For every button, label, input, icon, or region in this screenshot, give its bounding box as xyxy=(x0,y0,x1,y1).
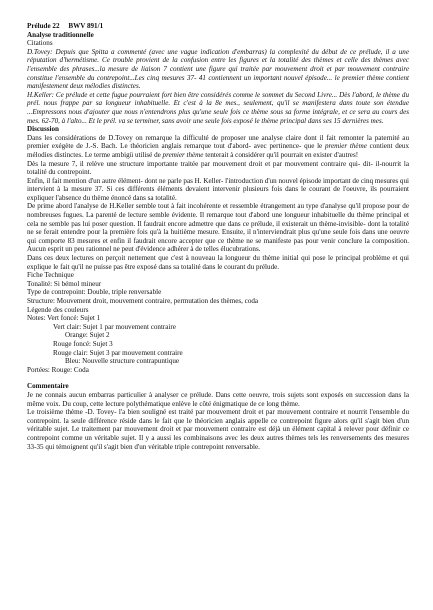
citation-tovey: D.Tovey: Depuis que Spitta a commenté (avec une vague indication d'embarras) la complexité du début de ce prélude, il a une réputation d'hermétisme. Ce trouble provient de la confusion entre les figures et la totalité des thèmes et celle des thèmes avec l'ensemble des phrases...la mesure de liaison 7 contient une figure qui traitée par mouvement droit et par mouvement contraire constitue l'ensemble du contrepoint...Les cinq mesures 37- 41 contiennent un important nouvel épisode... le premier thème contient manifestement deux mélodies distinctes. xyxy=(27,47,409,91)
discussion-emphasis: premier thème xyxy=(162,150,204,159)
legend-rouge-clair: Rouge clair: Sujet 3 par mouvement contraire xyxy=(53,348,183,357)
piece-title: Prélude 22 BWV 891/1 xyxy=(27,22,104,30)
discussion-paragraph: De prime abord l'analyse de H.Keller semble tout à fait incohérente et ressemble étrangement au type d'analyse qu'il propose pour de nombreuses fugues. La parenté de lecture semble évidente. Il remarque tout d'abord une longueur inhabituelle du thème principal et cela ne semble pas lui poser question. Il faudrait encore admettre que dans ce prélude, il existerait un thème-invisible- dont la totalité ne se ferait entendre pour la première fois qu'à la huitième mesure. Ensuite, il n'interviendrait plus qu'une seule fois dans une oeuvre qui comporte 83 mesures et enfin il faudrait encore accepter que ce thème ne se manifeste pas pour venir conclure la composition. Aucun esprit un peu rationnel ne peut d'évidence adhérer à de telles élucubrations. xyxy=(27,202,409,254)
discussion-paragraph: Dès la mesure 7, il relève une structure importante traitée par mouvement droit et par mouvement contraire qui- dit- il-nourrit la totalité du contrepoint. xyxy=(27,159,409,177)
citations-heading: Citations xyxy=(27,39,53,48)
fiche-structure: Structure: Mouvement droit, mouvement contraire, permutation des thèmes, coda xyxy=(27,297,259,305)
discussion-heading: Discussion xyxy=(27,125,59,134)
commentaire-heading: Commentaire xyxy=(27,382,69,391)
legend-rouge-fonce: Rouge foncé: Sujet 3 xyxy=(53,339,113,348)
commentaire-paragraph: Le troisième thème -D. Tovey- l'a bien souligné est traité par mouvement droit et par mouvement contraire et nourrit l'ensemble du contrepoint. la seule différence réside dans le fait que le théoricien anglais appelle ce contrepoint figure alors qu'il s'agit bien d'un véritable sujet. Le traitement par mouvement droit et par mouvement contraire est déjà un élément capital à relever pour définir ce contrepoint comme un véritable sujet. Il y a aussi les combinaisons avec les deux autres thèmes tels les renversements des mesures 33-35 qui témoignent qu'il s'agit bien d'un véritable triple contrepoint renversable. xyxy=(27,408,409,451)
discussion-emphasis: premier thème xyxy=(324,142,367,151)
discussion-paragraph: Dans ces deux lectures on perçoit nettement que c'est à nouveau la longueur du thème initial qui pose le principal problème et qui explique le fait qu'il ne puisse pas être exposé dans sa totalité dans le courant du prélude. xyxy=(27,254,409,271)
discussion-paragraph xyxy=(27,134,409,160)
discussion-text: tenterait à considérer qu'il pourrait en exister d'autres! xyxy=(203,150,359,159)
legend-portees: Portées: Rouge: Coda xyxy=(27,365,89,374)
legend-notes: Notes: Vert foncé: Sujet 1 xyxy=(27,314,101,323)
fiche-heading: Fiche Technique xyxy=(27,271,74,280)
citation-keller: H.Keller: Ce prélude et cette fugue pourraient fort bien être considérés comme le sommet du Second Livre... Dès l'abord, le thème du prél. nous frappe par sa longueur inhabituelle. Et c'est à la 8e mes., seulement, qu'il se manifestera dans toute son étendue ...Empressons nous d'ajouter que nous n'entendrons plus qu'une seule fois ce thème sous sa forme intégrale, et ce sera au cours des mes. 62-70, à l'alto... Et le prél. va se terminer, sans avoir une seule fois exposé le thème principal dans ses 15 dernières mes. xyxy=(27,90,409,125)
legend-orange: Orange: Sujet 2 xyxy=(65,331,110,340)
discussion-paragraph: Enfin, il fait mention d'un autre élément- dont ne parle pas H. Keller- l'introduction d'un nouvel épisode important de cinq mesures qui intervient à la mesure 37. Si ces différents éléments devaient intervenir plusieurs fois dans le courant de l'oeuvre, ils pourraient expliquer l'absence du thème énoncé dans sa totalité. xyxy=(27,176,409,202)
analysis-heading: Analyse traditionnelle xyxy=(27,30,94,39)
legend-heading: Légende des couleurs xyxy=(27,305,89,314)
discussion-text: contient deux mélodies distinctes. Le terme ambigü utilisé de xyxy=(27,142,409,159)
fiche-tonalite: Tonalité: Si bémol mineur xyxy=(27,279,102,288)
legend-bleu: Bleu: Nouvelle structure contrapuntique xyxy=(65,357,180,366)
commentaire-paragraph: Je ne connais aucun embarras particulier à analyser ce prélude. Dans cette oeuvre, trois sujets sont exposés en succession dans la même voix. Du coup, cette lecture polythématique enlève le côté énigmatique de ce long thème. xyxy=(27,390,409,408)
fiche-contrepoint: Type de contrepoint: Double, triple renversable xyxy=(27,288,162,297)
section-gap xyxy=(27,374,409,382)
document-page xyxy=(27,22,409,451)
discussion-text: Dans les considérations de D.Tovey on remarque la difficulté de proposer une analyse claire dont il fait remonter la paternité au premier exégète de J.-S. Bach. Le théoricien anglais remarque tout d'abord- avec pertinence- que le xyxy=(27,133,409,151)
legend-vert-clair: Vert clair: Sujet 1 par mouvement contraire xyxy=(53,322,176,331)
